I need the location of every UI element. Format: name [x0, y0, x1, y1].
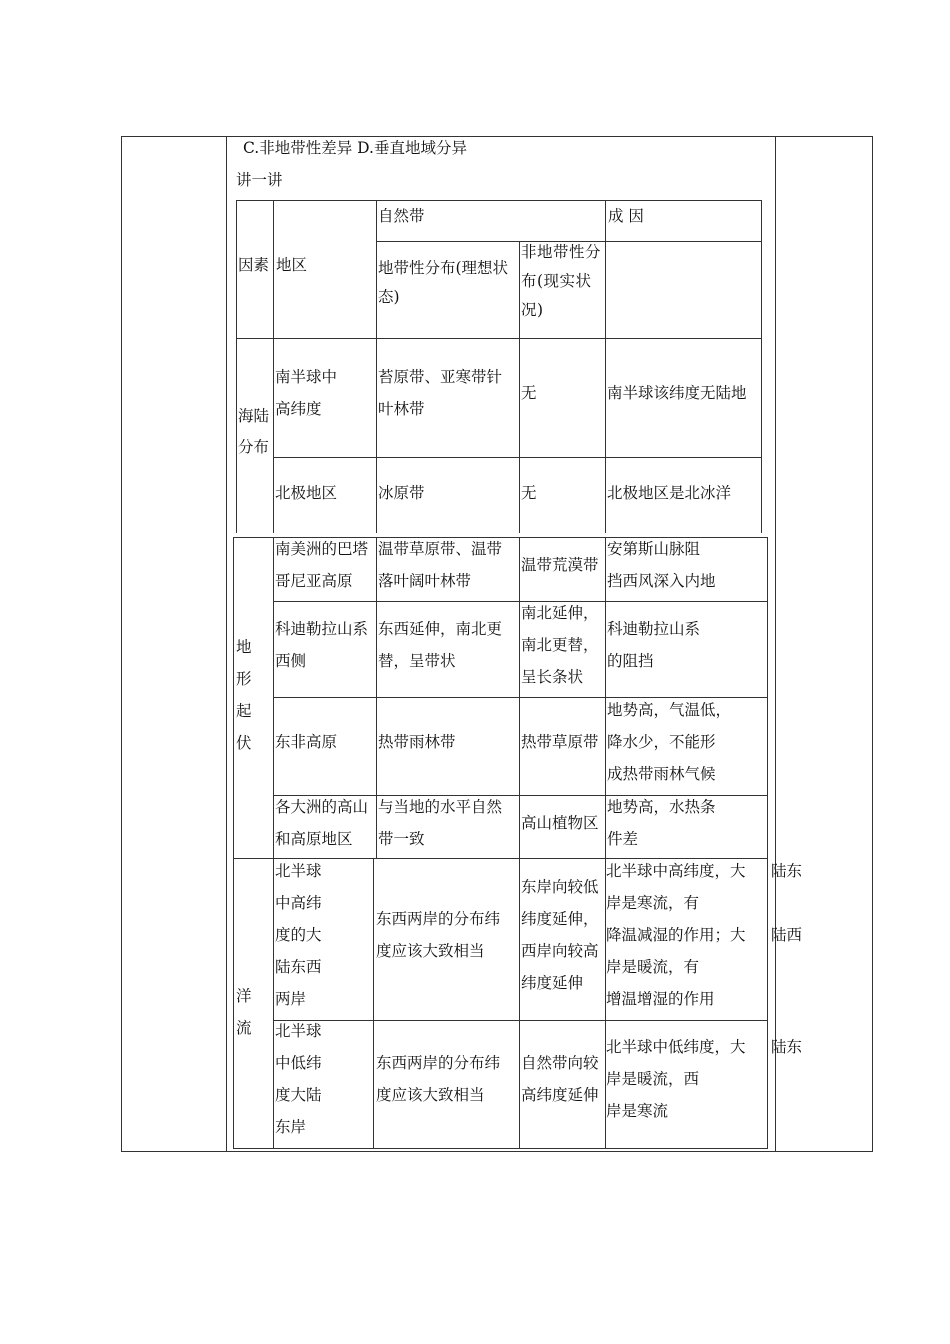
zonal-cell: 温带草原带、温带 落叶阔叶林带 [378, 540, 503, 590]
factor-ocean-current: 洋 流 [236, 987, 252, 1037]
grid-line [273, 537, 274, 1149]
azonal-cell: 南北延伸， 南北更替， 呈长条状 [521, 604, 599, 686]
cause-line: 增温增湿的作用 [606, 990, 715, 1008]
region-cell: 科迪勒拉山系 西侧 [275, 620, 369, 670]
factor-terrain: 地 形 起 伏 [236, 638, 252, 752]
header-region: 地区 [276, 256, 308, 274]
region-cell: 北半球 中高纬 度的大 陆东西 两岸 [275, 862, 322, 1008]
cause-overflow: 陆东 [771, 862, 803, 880]
outer-divider-left [226, 136, 227, 1152]
grid-line [273, 200, 274, 533]
header-zonal: 地带性分布(理想状态) [378, 259, 509, 306]
zonal-cell: 东西两岸的分布纬 度应该大致相当 [376, 1054, 501, 1104]
grid-line [519, 537, 520, 1149]
region-cell: 南美洲的巴塔 哥尼亚高原 [275, 540, 369, 590]
azonal-cell: 无 [521, 484, 537, 502]
azonal-cell: 无 [521, 384, 537, 402]
cause-cell: 地势高，水热条 件差 [607, 798, 716, 848]
zonal-cell: 苔原带、亚寒带针 叶林带 [378, 368, 503, 418]
region-cell: 东非高原 [275, 733, 338, 751]
cause-line: 岸是寒流，有 [606, 894, 700, 912]
header-cause: 成 因 [608, 207, 644, 225]
section-title: 讲一讲 [236, 171, 283, 189]
grid-line [273, 457, 761, 458]
cause-line: 北半球中低纬度，大 [606, 1038, 746, 1056]
cause-overflow: 陆东 [771, 1038, 803, 1056]
azonal-cell: 东岸向较低 纬度延伸， 西岸向较高 纬度延伸 [521, 878, 599, 992]
zonal-cell: 东西两岸的分布纬 度应该大致相当 [376, 910, 501, 960]
cause-line: 北半球中高纬度，大 [606, 862, 746, 880]
region-cell: 北半球 中低纬 度大陆 东岸 [275, 1022, 322, 1136]
azonal-cell: 热带草原带 [521, 733, 599, 751]
cause-cell: 南半球该纬度无陆地 [607, 384, 747, 402]
region-cell: 北极地区 [275, 484, 338, 502]
cause-line: 岸是暖流，西 [606, 1070, 700, 1088]
region-cell: 各大洲的高山 和高原地区 [275, 798, 369, 848]
cause-line: 岸是寒流 [606, 1102, 669, 1120]
grid-line [273, 1020, 768, 1021]
azonal-cell: 温带荒漠带 [521, 556, 599, 574]
cause-line: 降温减湿的作用；大 [606, 926, 746, 944]
zonal-cell: 东西延伸，南北更 替，呈带状 [378, 620, 503, 670]
zonal-cell: 热带雨林带 [378, 733, 456, 751]
azonal-cell: 高山植物区 [521, 814, 599, 832]
cause-cell: 地势高，气温低， 降水少，不能形 成热带雨林气候 [607, 701, 732, 783]
azonal-cell: 自然带向较 高纬度延伸 [521, 1054, 599, 1104]
option-line: C.非地带性差异 D.垂直地域分异 [243, 139, 467, 157]
zonal-cell: 冰原带 [378, 484, 425, 502]
grid-line [376, 200, 377, 533]
outer-divider-right [775, 136, 776, 1152]
cause-overflow: 陆西 [771, 926, 803, 944]
grid-line [236, 200, 237, 533]
grid-line [373, 858, 374, 1149]
cause-cell: 科迪勒拉山系 的阻挡 [607, 620, 701, 670]
header-natural-zone: 自然带 [378, 207, 425, 225]
cause-line: 岸是暖流，有 [606, 958, 700, 976]
header-factor: 因素 [238, 256, 270, 274]
zonal-cell: 与当地的水平自然 带一致 [378, 798, 503, 848]
header-azonal: 非地带性分布(现实状况) [521, 243, 602, 319]
region-cell: 南半球中 高纬度 [275, 368, 338, 418]
factor-land-sea: 海陆分布 [238, 407, 270, 456]
cause-cell: 北极地区是北冰洋 [607, 484, 732, 502]
cause-cell: 安第斯山脉阻 挡西风深入内地 [607, 540, 716, 590]
grid-line [761, 200, 762, 533]
